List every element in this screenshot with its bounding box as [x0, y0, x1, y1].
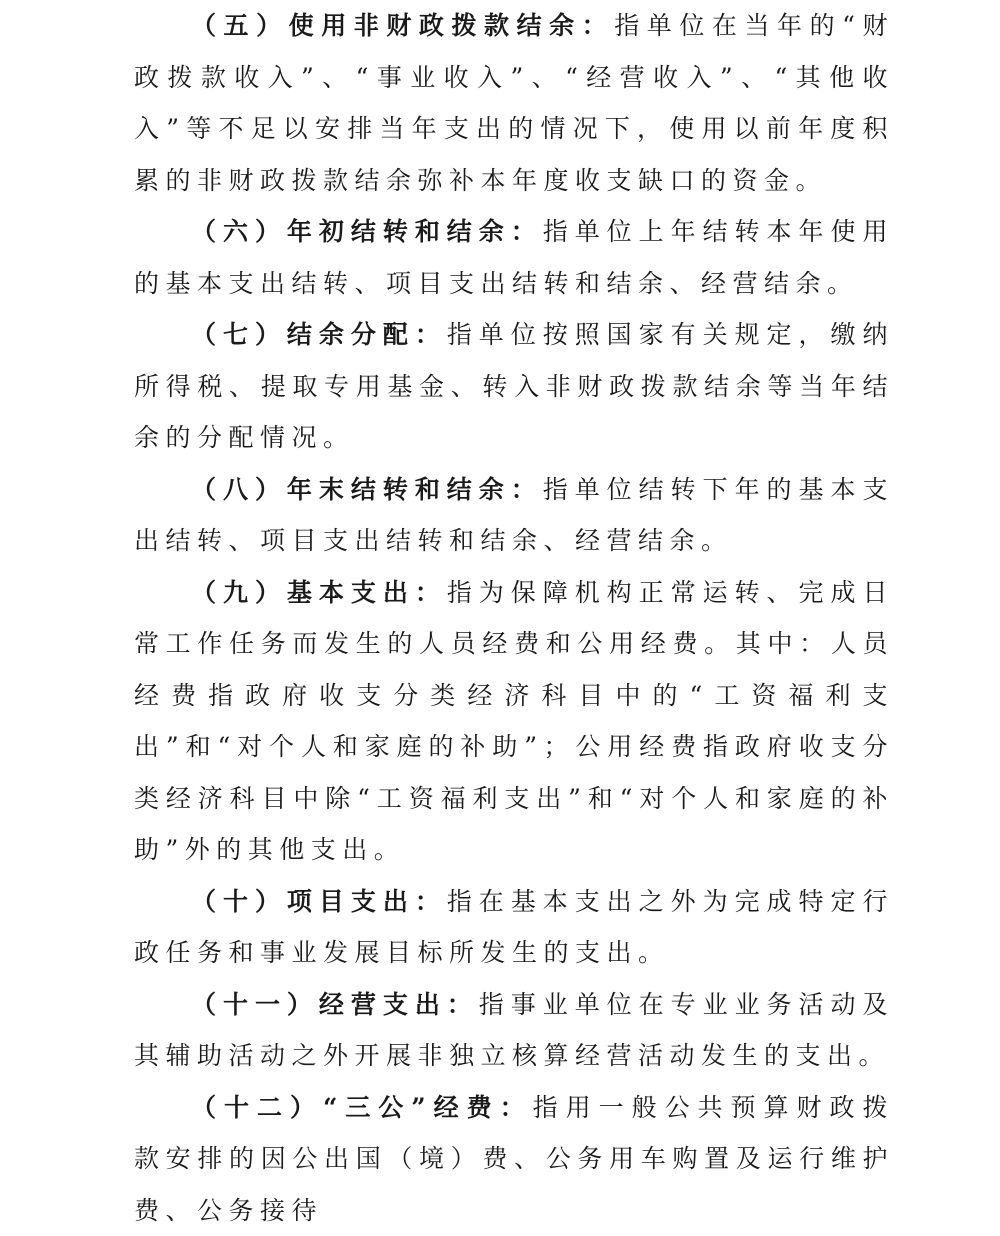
term-6: （六）年初结转和结余：: [191, 217, 543, 246]
term-12: （十二）“三公”经费：: [191, 1093, 533, 1122]
term-8: （八）年末结转和结余：: [191, 475, 543, 504]
paragraph-6: [134, 206, 894, 309]
definition-8: 指单位结转下年的基本支出结转、项目支出结转和结余、经营结余。: [134, 475, 894, 556]
term-10: （十）项目支出：: [191, 887, 447, 916]
paragraph-9: [134, 567, 894, 876]
term-7: （七）结余分配：: [191, 320, 447, 349]
definition-11: 指事业单位在专业业务活动及其辅助活动之外开展非独立核算经营活动发生的支出。: [134, 990, 894, 1071]
definition-7: 指单位按照国家有关规定，缴纳所得税、提取专用基金、转入非财政拨款结余等当年结余的分配情况。: [134, 320, 894, 452]
definition-9: 指为保障机构正常运转、完成日常工作任务而发生的人员经费和公用经费。其中：人员经费指政府收支分类经济科目中的“工资福利支出”和“对个人和家庭的补助”；公用经费指政府收支分类经济科目中除“工资福利支出”和“对个人和家庭的补助”外的其他支出。: [134, 578, 894, 865]
document-page: [134, 0, 894, 1236]
paragraph-7: [134, 309, 894, 464]
paragraph-8: [134, 464, 894, 567]
definition-10: 指在基本支出之外为完成特定行政任务和事业发展目标所发生的支出。: [134, 887, 894, 968]
term-11: （十一）经营支出：: [191, 990, 479, 1019]
paragraph-5: [134, 0, 894, 206]
paragraph-12: [134, 1082, 894, 1236]
term-9: （九）基本支出：: [191, 578, 447, 607]
paragraph-11: [134, 979, 894, 1082]
paragraph-10: [134, 876, 894, 979]
definition-5: 指单位在当年的“财政拨款收入”、“事业收入”、“经营收入”、“其他收入”等不足以安排当年支出的情况下，使用以前年度积累的非财政拨款结余弥补本年度收支缺口的资金。: [134, 11, 894, 195]
definition-6: 指单位上年结转本年使用的基本支出结转、项目支出结转和结余、经营结余。: [134, 217, 894, 298]
definition-12: 指用一般公共预算财政拨款安排的因公出国（境）费、公务用车购置及运行维护费、公务接待: [134, 1093, 894, 1225]
term-5: （五）使用非财政拨款结余：: [191, 11, 614, 40]
